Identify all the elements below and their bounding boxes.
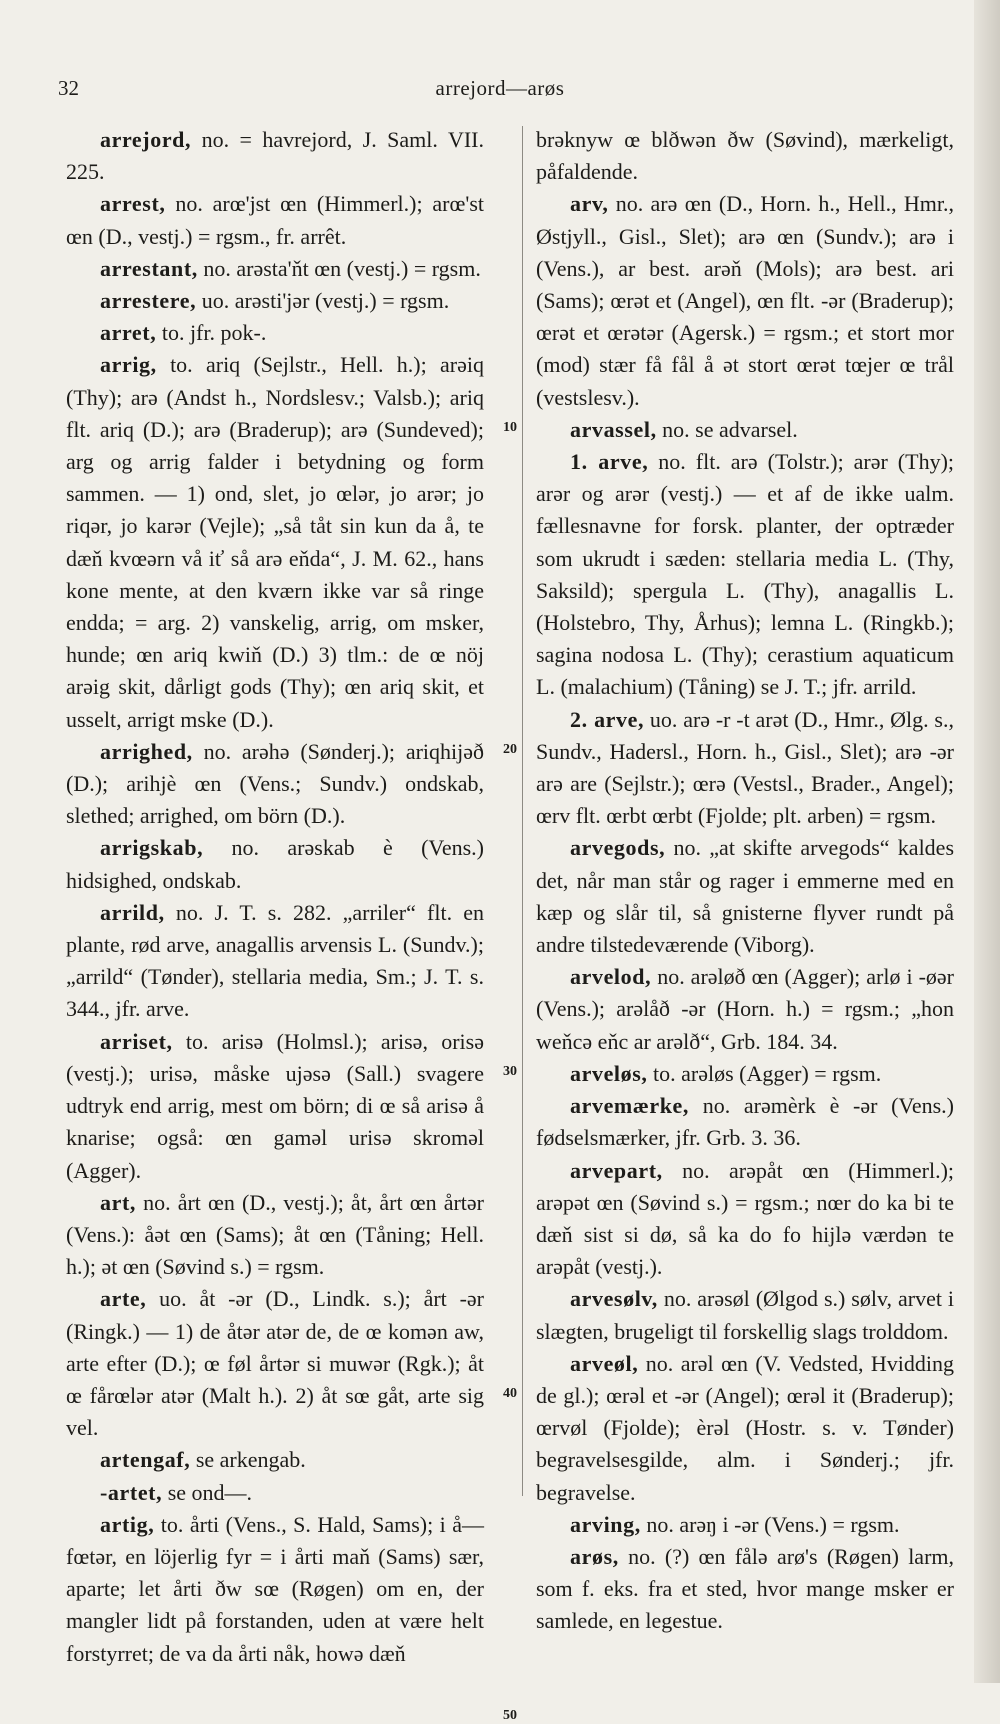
entry-text: no. arəpåt œn (Himmerl.); arəpət œn (Søvind s.) = rgsm.; nœr do ka bi te dæň sist si dø, så ka do fo hijlə værdən te arəpåt (vestj.). xyxy=(536,1157,955,1280)
entry-headword: arveløs, xyxy=(570,1060,648,1086)
entry-headword: 2. arve, xyxy=(570,706,645,732)
dictionary-entry xyxy=(536,1348,954,1509)
entry-text: to. jfr. pok-. xyxy=(161,320,267,346)
page-number: 32 xyxy=(58,76,79,100)
line-number: 40 xyxy=(503,1385,517,1401)
dictionary-entry xyxy=(66,1187,484,1284)
entry-text: no. flt. arə (Tolstr.); arər (Thy); arər og arər (vestj.) — et af de ikke ualm. fællesnavne for forsk. planter, der optræder som ukrudt i sæden: stellaria media L. (Thy, Saksild); spergula L. (Thy), anagallis L. (Holstebro, Thy, Århus); lemna L. (Ringkb.); sagina nodosa L. (Thy); cerastium aquaticum L. (malachium) (Tåning) se J. T.; jfr. arrild. xyxy=(536,449,955,700)
entry-text: se arkengab. xyxy=(195,1447,306,1473)
entry-headword: arvepart, xyxy=(570,1157,663,1183)
entry-headword: arrig, xyxy=(100,352,157,378)
dictionary-entry xyxy=(66,349,484,735)
dictionary-entry xyxy=(536,446,954,704)
entry-text: uo. arə -r -t arət (D., Hmr., Ølg. s., Sundv., Hadersl., Horn. h., Gisl., Slet); arə -ər arə are (Sejlstr.); œrə (Vestsl., Brader., Angel); œrv flt. œrbt œrbt (Fjolde; plt. arben) = rgsm. xyxy=(536,706,954,829)
entry-text: to. årti (Vens., S. Hald, Sams); i å— fœtər, en löjerlig fyr = i årti maň (Sams) sær, aparte; let årti ðw sœ (Røgen) om en, der mangler lidt på forstanden, uden at være helt forstyrret; de va da årti nåk, howə dæň xyxy=(66,1511,484,1666)
entry-headword: arvelod, xyxy=(570,964,652,990)
entry-headword: arving, xyxy=(570,1511,641,1537)
entry-headword: arøs, xyxy=(570,1543,619,1569)
entry-headword: arrejord, xyxy=(100,127,192,152)
running-head: arrejord—arøs xyxy=(435,76,565,100)
entry-headword: arrigskab, xyxy=(100,835,204,861)
entry-text: no. arəhə (Sønderj.); ariqhijəð (D.); arihjè œn (Vens.; Sundv.) ondskab, slethed; arrighed, om börn (D.). xyxy=(66,738,485,829)
dictionary-entry xyxy=(66,1509,484,1670)
entry-headword: arvesølv, xyxy=(570,1286,658,1312)
entry-text: no. arəl œn (V. Vedsted, Hvidding de gl.); œrəl et -ər (Angel); œrəl it (Braderup); œrvøl (Fjolde); èrəl (Hostr. s. v. Tønder) begravelsesgilde, alm. i Sønderj.; jfr. begravelse. xyxy=(536,1350,955,1505)
dictionary-entry xyxy=(66,1283,484,1444)
dictionary-entry xyxy=(536,832,954,961)
dictionary-entry xyxy=(66,1444,484,1476)
line-number: 50 xyxy=(503,1707,517,1723)
entry-text: to. ariq (Sejlstr., Hell. h.); arəiq (Thy); arə (Andst h., Nordslesv.; Valsb.); ariq flt. ariq (D.); arə (Braderup); arə (Sundeved); arg og arrig falder i betydning og form sammen. — 1) ond, slet, jo œlər, jo arər; jo riqər, jo karər (Vejle); „så tåt sin kun da å, te dæň kvœərn vå iť så arə eňda“, J. M. 62., hans kone mente, at den kværn ikke var så ringe endda; = arg. 2) vanskelig, arrig, om msker, hunde; œn ariq kwiň (D.) 3) tlm.: de œ nöj arəig skit, dårligt gods (Thy); œn ariq skit, et usselt, arrigt mske (D.). xyxy=(66,352,485,732)
line-number: 30 xyxy=(503,1063,517,1079)
dictionary-entry xyxy=(536,704,954,833)
entry-headword: arriset, xyxy=(100,1028,173,1054)
line-number: 10 xyxy=(503,419,517,435)
entry-headword: arrest, xyxy=(100,191,166,217)
entry-text: no. J. T. s. 282. „arriler“ flt. en plante, rød arve, anagallis arvensis L. (Sundv.); „arrild“ (Tønder), stellaria media, Sm.; J. T. s. 344., jfr. arve. xyxy=(66,899,485,1022)
entry-text: no. årt œn (D., vestj.); åt, årt œn årtər (Vens.): åət œn (Sams); åt œn (Tåning; Hell. h.); ət œn (Søvind s.) = rgsm. xyxy=(66,1189,484,1280)
dictionary-entry xyxy=(536,1090,954,1154)
entry-headword: arte, xyxy=(100,1286,147,1312)
scan-edge-shadow xyxy=(974,0,1000,1683)
entry-text: no. „at skifte arvegods“ kaldes det, når man står og rager i emmerne med en kæp og slår til, så gnisterne flyver rundt på andre tilstedeværende (Viborg). xyxy=(536,835,955,958)
entry-headword: arret, xyxy=(100,320,157,346)
dictionary-entry xyxy=(66,897,484,1026)
dictionary-entry xyxy=(536,124,954,188)
entry-text: to. arəløs (Agger) = rgsm. xyxy=(653,1060,882,1086)
page-header xyxy=(0,76,1000,106)
dictionary-entry xyxy=(536,1509,954,1541)
right-column xyxy=(536,124,954,1638)
dictionary-entry xyxy=(66,317,484,349)
entry-headword: arrighed, xyxy=(100,738,193,764)
entry-text: no. = havrejord, J. Saml. VII. 225. xyxy=(66,127,485,185)
entry-text: to. arisə (Holmsl.); arisə, orisə (vestj.); urisə, måske ujəsə (Sall.) svagere udtryk end arrig, mest om börn; di œ så arisə å knarise; også: œn gaməl urisə skroməl (Agger). xyxy=(66,1028,484,1183)
line-number: 20 xyxy=(503,741,517,757)
dictionary-entry xyxy=(66,124,484,188)
entry-text: uo. åt -ər (D., Lindk. s.); årt -ər (Ringk.) — 1) de åtər atər de, de œ komən aw, arte efter (D.); œ føl årtər si muwər (Rgk.); åt œ fårœlər atər (Malt h.). 2) åt sœ gåt, arte sig vel. xyxy=(66,1286,484,1441)
left-column xyxy=(66,124,484,1670)
entry-text: no. (?) œn fålə arø's (Røgen) larm, som f. eks. fra et sted, hvor mange msker er samlede, en legestue. xyxy=(536,1543,955,1634)
dictionary-entry xyxy=(536,1283,954,1347)
entry-headword: arv, xyxy=(570,191,609,217)
dictionary-entry xyxy=(536,188,954,413)
dictionary-entry xyxy=(66,1477,484,1509)
entry-text: brəknyw œ blðwən ðw (Søvind), mærkeligt, påfaldende. xyxy=(536,127,954,185)
entry-headword: arrestant, xyxy=(100,255,198,281)
entry-headword: -artet, xyxy=(100,1479,163,1505)
entry-text: no. arəmèrk è -ər (Vens.) fødselsmærker, jfr. Grb. 3. 36. xyxy=(536,1093,955,1151)
entry-text: uo. arəsti'jər (vestj.) = rgsm. xyxy=(201,288,450,314)
dictionary-entry xyxy=(66,188,484,252)
entry-headword: artig, xyxy=(100,1511,155,1537)
entry-headword: arveøl, xyxy=(570,1350,639,1376)
dictionary-entry xyxy=(536,414,954,446)
entry-text: no. arəŋ i -ər (Vens.) = rgsm. xyxy=(646,1511,900,1537)
entry-text: no. arəsta'ňt œn (vestj.) = rgsm. xyxy=(203,255,481,281)
entry-headword: arrestere, xyxy=(100,288,197,314)
dictionary-entry xyxy=(66,736,484,833)
entry-headword: arvegods, xyxy=(570,835,666,861)
dictionary-entry xyxy=(66,253,484,285)
dictionary-entry xyxy=(66,285,484,317)
entry-headword: art, xyxy=(100,1189,136,1215)
entry-headword: arvassel, xyxy=(570,416,657,442)
entry-text: no. arə œn (D., Horn. h., Hell., Hmr., Østjyll., Gisl., Slet); arə œn (Sundv.); arə i (Vens.), ar best. arəň (Mols); arə best. ari (Sams); œrət et (Angel), œn flt. -ər (Braderup); œrət et œrətər (Agersk.) = rgsm.; et stort mor (mod) stær få fål å ət stort œrət tœjer œ trål (vestslesv.). xyxy=(536,191,954,410)
entry-headword: 1. arve, xyxy=(570,449,649,475)
entry-text: no. arəsøl (Ølgod s.) sølv, arvet i slægten, brugeligt til forskellig slags trolddom. xyxy=(536,1286,954,1344)
dictionary-entry xyxy=(536,1155,954,1284)
dictionary-entry xyxy=(536,961,954,1058)
entry-text: no. se advarsel. xyxy=(662,416,798,442)
entry-headword: arvemærke, xyxy=(570,1093,690,1119)
entry-text: no. arəløð œn (Agger); arlø i -øər (Vens.); arəlåð -ər (Horn. h.) = rgsm.; „hon weňcə eňc ar arəlð“, Grb. 184. 34. xyxy=(536,964,954,1054)
entry-headword: artengaf, xyxy=(100,1447,191,1473)
entry-text: se ond—. xyxy=(167,1479,253,1505)
line-number-gutter xyxy=(503,124,535,1723)
entry-headword: arrild, xyxy=(100,899,165,925)
entry-text: no. arəskab è (Vens.) hidsighed, ondskab. xyxy=(66,835,484,893)
dictionary-entry xyxy=(66,832,484,896)
dictionary-entry xyxy=(536,1058,954,1090)
dictionary-entry xyxy=(536,1541,954,1638)
dictionary-entry xyxy=(66,1026,484,1187)
entry-text: no. arœ'jst œn (Himmerl.); arœ'st œn (D., vestj.) = rgsm., fr. arrêt. xyxy=(66,191,484,249)
